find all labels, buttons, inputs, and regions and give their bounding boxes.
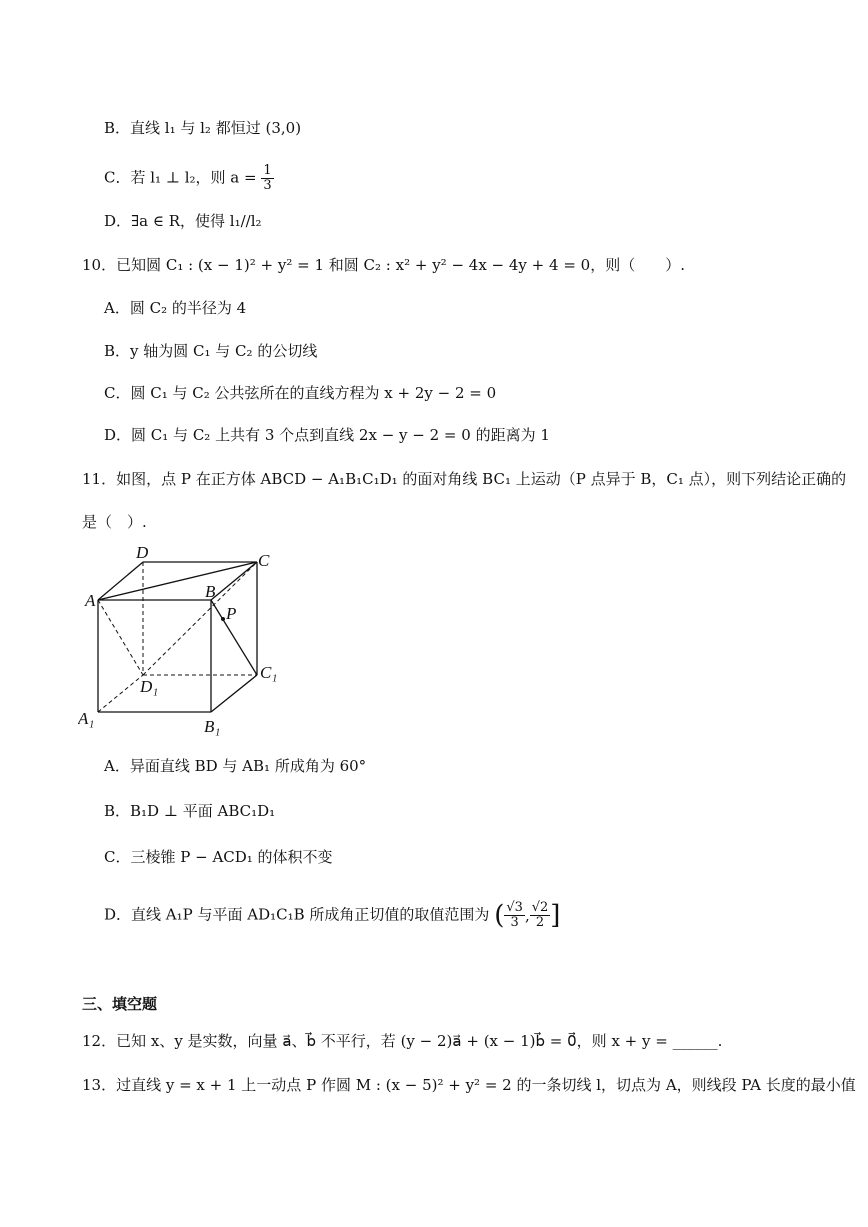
label-P: P xyxy=(226,604,237,623)
q11-option-a: A．异面直线 BD 与 AB₁ 所成角为 60° xyxy=(104,757,367,775)
q11-option-b: B．B₁D ⊥ 平面 ABC₁D₁ xyxy=(104,802,276,820)
q10-option-c: C．圆 C₁ 与 C₂ 公共弦所在的直线方程为 x + 2y − 2 = 0 xyxy=(104,384,497,402)
q9-fraction-denominator: 3 xyxy=(263,178,272,193)
hidden-A1D1 xyxy=(98,675,143,712)
interval-comma: , xyxy=(524,906,530,925)
q11-fraction-1-numerator: √3 xyxy=(506,900,523,915)
q9-option-b: B．直线 l₁ 与 l₂ 都恒过 (3,0) xyxy=(104,119,302,137)
point-P xyxy=(221,617,225,621)
label-A1: A₁ xyxy=(78,709,95,728)
q10-option-b: B．y 轴为圆 C₁ 与 C₂ 的公切线 xyxy=(104,342,318,360)
q11-fraction-2 xyxy=(530,901,551,930)
q11-fraction-1-denominator: 3 xyxy=(510,915,519,930)
label-D1: D₁ xyxy=(140,677,159,696)
q9-option-d: D．∃a ∈ R，使得 l₁//l₂ xyxy=(104,212,262,230)
q11-fraction-1 xyxy=(504,901,525,930)
q12-text: 12．已知 x、y 是实数，向量 a⃗、b⃗ 不平行，若 (y − 2)a⃗ + (x − 1)b⃗ = 0⃗，则 x + y = ______. xyxy=(82,1032,723,1050)
label-D: D xyxy=(136,543,149,562)
q11-option-d-text: D．直线 A₁P 与平面 AD₁C₁B 所成角正切值的取值范围为 xyxy=(104,905,490,924)
q10-stem: 10．已知圆 C₁ : (x − 1)² + y² = 1 和圆 C₂ : x² + y² − 4x − 4y + 4 = 0，则（ ）. xyxy=(82,256,685,274)
q10-option-a: A．圆 C₂ 的半径为 4 xyxy=(104,299,247,317)
section-title: 三、填空题 xyxy=(82,995,158,1013)
q9-fraction-numerator: 1 xyxy=(263,163,272,178)
label-B: B xyxy=(205,582,216,601)
q9-option-c xyxy=(104,164,274,193)
q11-option-d xyxy=(104,901,560,930)
q13-text: 13．过直线 y = x + 1 上一动点 P 作圆 M : (x − 5)² + y² = 2 的一条切线 l，切点为 A，则线段 PA 长度的最小值 xyxy=(82,1076,856,1094)
edge-B1C1 xyxy=(211,675,257,712)
label-C1: C₁ xyxy=(260,663,278,682)
q11-fraction-2-numerator: √2 xyxy=(531,900,549,915)
interval-close-bracket: ] xyxy=(550,900,561,931)
label-C: C xyxy=(258,551,270,570)
q9-fraction xyxy=(261,164,273,193)
q11-option-c: C．三棱锥 P − ACD₁ 的体积不变 xyxy=(104,848,333,866)
q10-option-d: D．圆 C₁ 与 C₂ 上共有 3 个点到直线 2x − y − 2 = 0 的距离为 1 xyxy=(104,426,550,444)
hidden-D1C xyxy=(143,562,257,675)
q11-stem-line1: 11．如图，点 P 在正方体 ABCD − A₁B₁C₁D₁ 的面对角线 BC₁ 上运动（P 点异于 B，C₁ 点），则下列结论正确的 xyxy=(82,470,847,488)
hidden-AD1 xyxy=(98,600,143,675)
q11-stem-line2: 是（ ）. xyxy=(82,513,147,531)
interval-open-paren: ( xyxy=(494,900,505,931)
q9-option-c-text: C．若 l₁ ⊥ l₂，则 a = xyxy=(104,168,257,187)
label-B1: B₁ xyxy=(204,717,221,736)
q11-fraction-2-denominator: 2 xyxy=(535,915,545,930)
label-A: A xyxy=(85,591,96,610)
cube-figure xyxy=(78,540,298,740)
